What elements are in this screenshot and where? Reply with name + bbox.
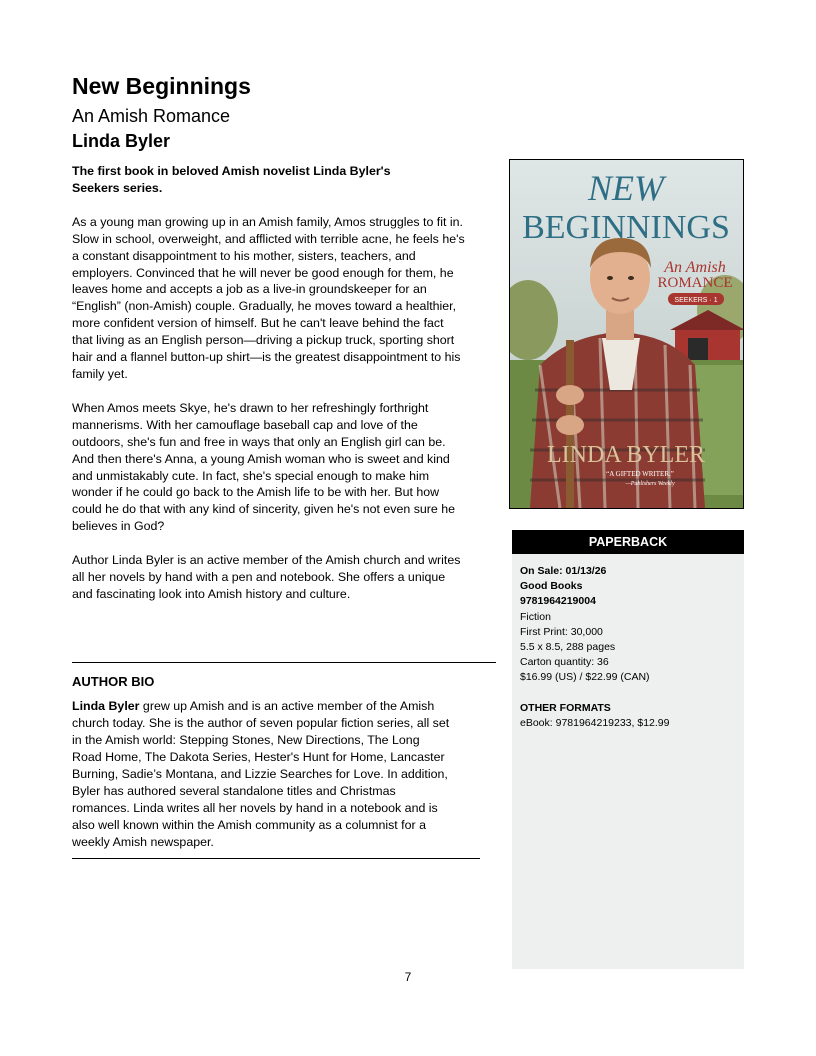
publisher: Good Books xyxy=(520,580,583,593)
cover-title-line2: BEGINNINGS xyxy=(522,209,730,246)
author-bio-name: Linda Byler xyxy=(72,699,140,713)
cover-title-line1: NEW xyxy=(588,168,664,208)
description-paragraph: Author Linda Byler is an active member of the Amish church and writes all her novels by hand with a pen and notebook. She offers a unique and fascinating look into Amish history and culture. xyxy=(72,553,461,601)
page-number: 7 xyxy=(404,970,412,984)
section-divider xyxy=(72,662,496,663)
format-sidebar xyxy=(512,530,744,969)
ebook-format: eBook: 9781964219233, $12.99 xyxy=(520,716,670,729)
description-paragraph: When Amos meets Skye, he's drawn to her refreshingly forthright mannerisms. With her camouflage baseball cap and love of the outdoors, she's fun and free in ways that only an English girl can be. And then there's Anna, a young Amish woman who is sweet and kind and unmistakably cute. In fact, she's special enough to make him wonder if he could go back to the Amish life to be with her. But how could he do that with any kind of sincerity, given he's not even sure he believes in God? xyxy=(72,400,456,534)
other-formats-heading: OTHER FORMATS xyxy=(520,701,611,714)
author-bio-body: grew up Amish and is an active member of the Amish church today. She is the author of seven popular fiction series, all set in the Amish world: Stepping Stones, New Directions, The Long Road Home, The Dakota Series, Hester's Hunt for Home, Lancaster Burning, Sadie’s Montana, and Lizzie Searches for Love. In addition, Byler has authored several standalone titles and Christmas romances. Linda writes all her novels by hand in a notebook and is also well known within the Amish community as a columnist for a weekly Amish newspaper. xyxy=(72,699,450,849)
description-lead: The first book in beloved Amish novelist Linda Byler's Seekers series. xyxy=(72,164,391,195)
format-heading: PAPERBACK xyxy=(512,530,744,554)
description xyxy=(72,163,467,620)
price: $16.99 (US) / $22.99 (CAN) xyxy=(520,671,650,684)
cover-subtitle-line1: An Amish xyxy=(664,259,726,276)
cover-blurb: “A GIFTED WRITER.” xyxy=(606,470,674,478)
description-paragraph: As a young man growing up in an Amish family, Amos struggles to fit in. Slow in school, overweight, and afflicted with terrible acne, he feels he's a constant disappointment to his mother, sisters, teachers, and employers. Convinced that he will never be good enough for them, he leaves home and accepts a job as a live-in groundskeeper for an “English” (non-Amish) couple. Gradually, he moves toward a healthier, more confident version of himself. But he can't leave behind the fact that living as an English person—driving a pickup truck, sporting short hair and a flannel button-up shirt—is the greatest disappointment to his family yet. xyxy=(72,214,465,381)
cover-subtitle-line2: ROMANCE xyxy=(657,275,733,291)
carton-quantity: Carton quantity: 36 xyxy=(520,656,609,669)
category: Fiction xyxy=(520,610,551,623)
trim-specs: 5.5 x 8.5, 288 pages xyxy=(520,641,616,654)
author-bio-heading: AUTHOR BIO xyxy=(72,674,155,689)
cover-series: SEEKERS · 1 xyxy=(674,297,718,304)
book-title: New Beginnings xyxy=(72,73,251,99)
book-cover-image xyxy=(509,159,744,509)
cover-blurb-source: —Publishers Weekly xyxy=(625,481,675,487)
author-bio-text xyxy=(72,698,452,851)
on-sale-date: On Sale: 01/13/26 xyxy=(520,565,607,577)
book-author: Linda Byler xyxy=(72,131,171,151)
section-divider xyxy=(72,858,480,859)
first-print: First Print: 30,000 xyxy=(520,625,603,638)
isbn: 9781964219004 xyxy=(520,595,596,608)
book-subtitle: An Amish Romance xyxy=(72,106,231,126)
cover-author: LINDA BYLER xyxy=(547,442,705,468)
